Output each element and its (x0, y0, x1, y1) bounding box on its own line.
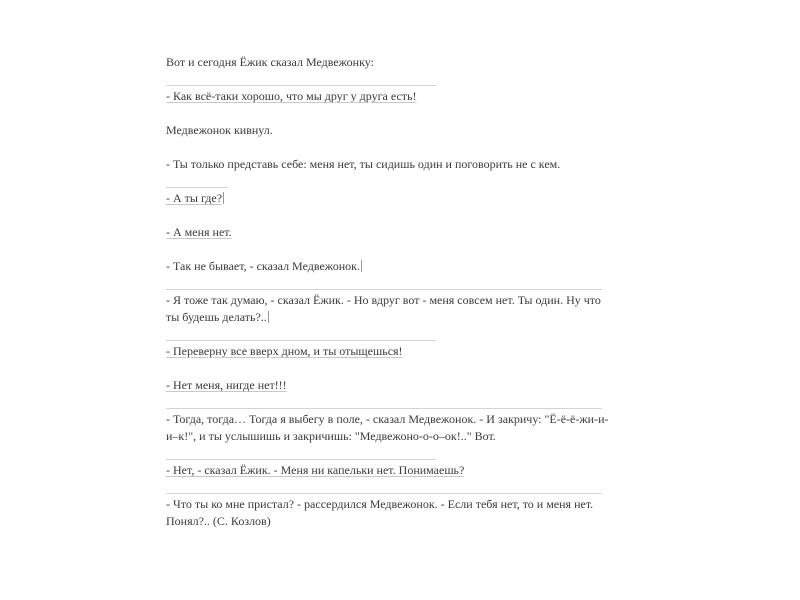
paragraph-5-text: - А ты где? (166, 191, 223, 205)
paragraph-2: - Как всё-таки хорошо, что мы друг у друга есть! (166, 88, 614, 105)
paragraph-10: - Нет меня, нигде нет!!! (166, 378, 287, 392)
text-caret-icon (268, 311, 269, 323)
text-caret-icon (223, 192, 224, 204)
paragraph-5 (166, 190, 614, 207)
paragraph-6: - А меня нет. (166, 225, 232, 239)
paragraph-9: - Переверну все вверх дном, и ты отыщешься! (166, 343, 614, 360)
paragraph-13: - Что ты ко мне пристал? - рассердился Медвежонок. - Если тебя нет, то и меня нет. Понял?.. (С. Козлов) (166, 496, 614, 530)
story-text (166, 54, 614, 547)
paragraph-3: Медвежонок кивнул. (166, 123, 273, 137)
paragraph-7-text: - Так не бывает, - сказал Медвежонок. (166, 259, 361, 273)
text-caret-icon (361, 260, 362, 272)
paragraph-7 (166, 258, 614, 275)
paragraph-8 (166, 292, 614, 326)
paragraph-4: - Ты только представь себе: меня нет, ты сидишь один и поговорить не с кем. (166, 157, 561, 171)
paragraph-12: - Нет, - сказал Ёжик. - Меня ни капельки нет. Понимаешь? (166, 462, 614, 479)
paragraph-11: - Тогда, тогда… Тогда я выбегу в поле, - сказал Медвежонок. - И закричу: "Ё-ё-ё-жи-и-и–к!", и ты услышишь и закричишь: "Медвежоно-о-о–ок!.." Вот. (166, 411, 614, 445)
paragraph-1: Вот и сегодня Ёжик сказал Медвежонку: (166, 55, 374, 69)
paragraph-8-text: - Я тоже так думаю, - сказал Ёжик. - Но вдруг вот - меня совсем нет. Ты один. Ну что ты будешь делать?.. (166, 293, 601, 324)
